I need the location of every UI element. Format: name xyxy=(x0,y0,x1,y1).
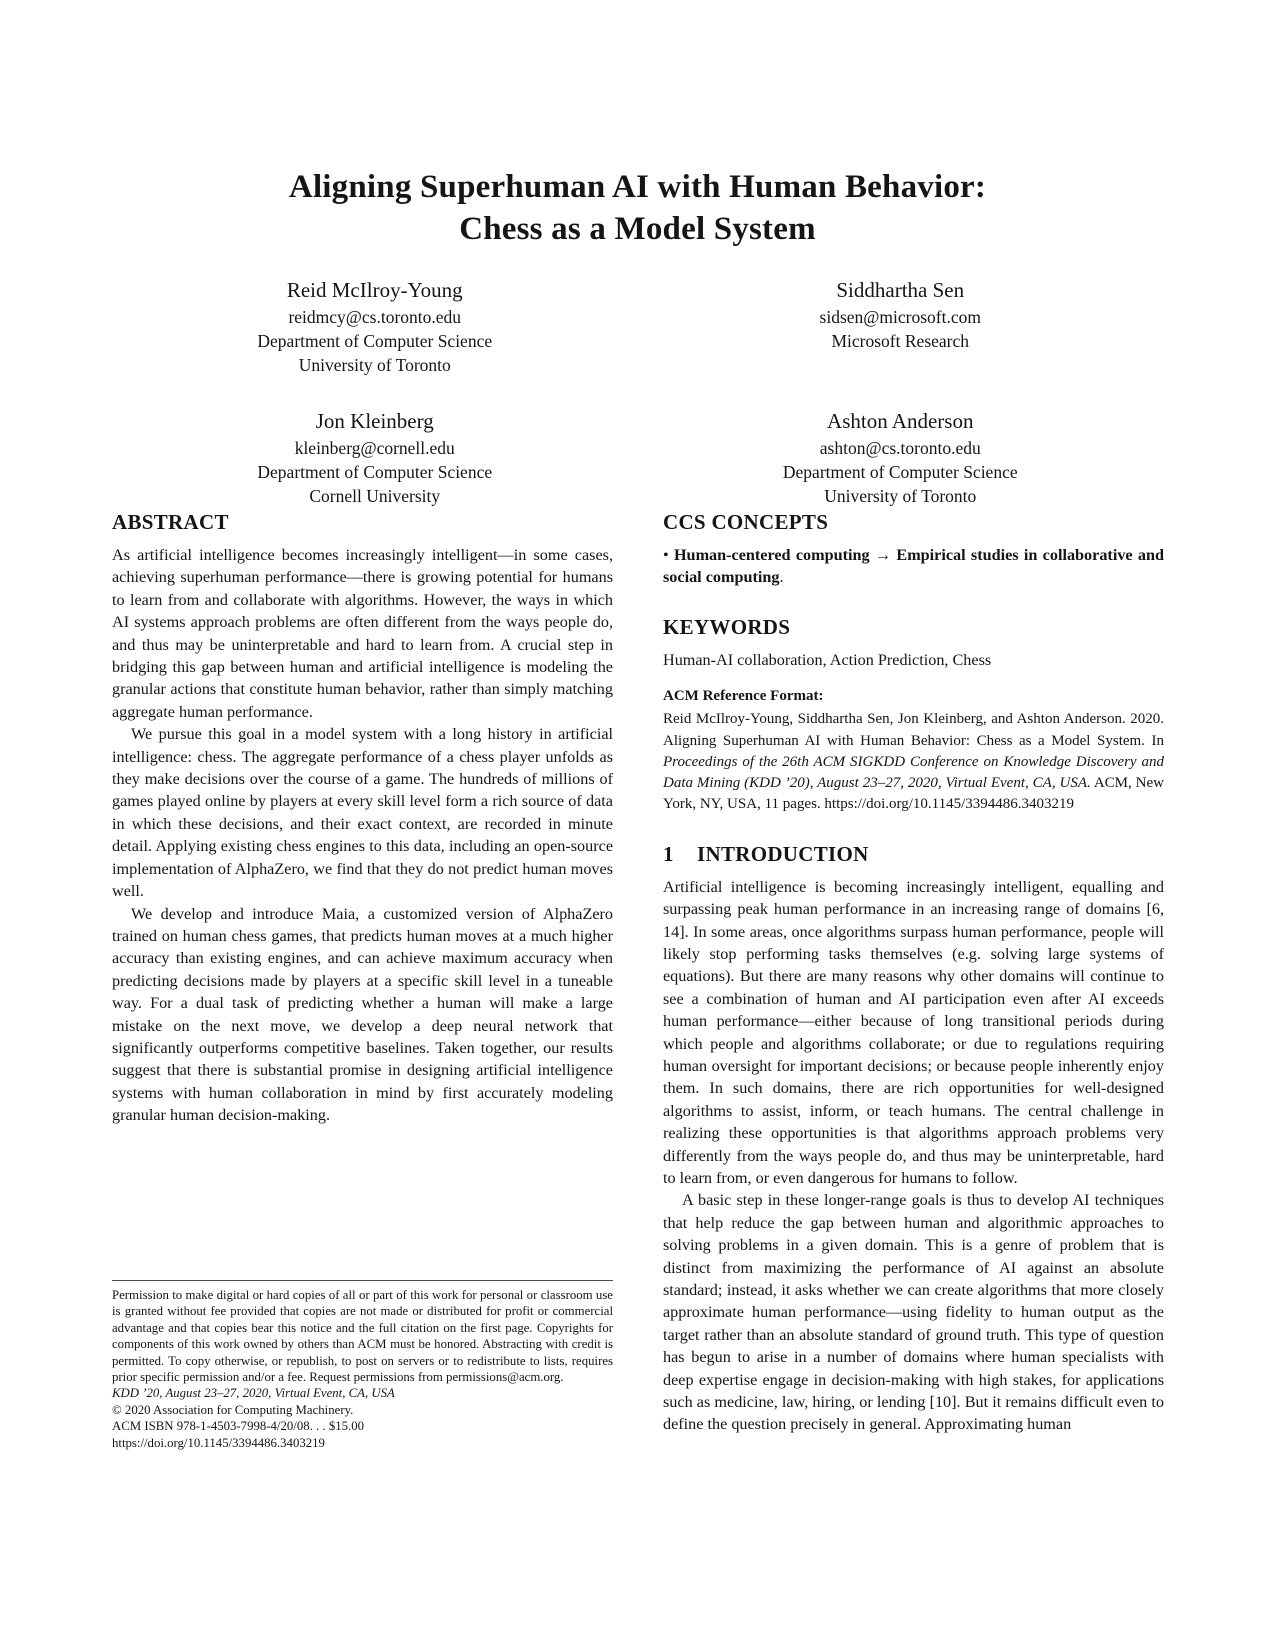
ccs-parent-concept: Human-centered computing xyxy=(673,546,870,564)
author-department: Department of Computer Science xyxy=(257,462,493,482)
acm-reference-plain2: ACM, New York, NY, USA, 11 pages. xyxy=(663,775,1164,813)
abstract-paragraph-3: We develop and introduce Maia, a customized version of AlphaZero trained on human chess games, that predicts human moves at a much higher accuracy than existing engines, and can achieve maximum accuracy when predicting decisions made by players at a specific skill level in a tuneable way. For a dual task of predicting whether a human will make a large mistake on the next move, we develop a deep neural network that significantly outperforms competitive baselines. Taken together, our results suggest that there is substantial promise in designing artificial intelligence systems with human collaboration in mind by first accurately modeling granular human decision-making. xyxy=(112,904,613,1125)
title-line2: Chess as a Model System xyxy=(459,211,816,247)
acm-reference-doi-link[interactable]: https://doi.org/10.1145/3394486.3403219 xyxy=(824,796,1075,813)
author-department: Department of Computer Science xyxy=(257,331,493,351)
author-name: Ashton Anderson xyxy=(827,409,974,433)
section-number: 1 xyxy=(663,841,674,866)
intro-paragraph-2: A basic step in these longer-range goals is thus to develop AI techniques that help reduce the gap between human and algorithmic approaches to solving problems in a given domain. This is a genre of problem that is distinct from maximizing the performance of AI against an absolute standard; instead, it asks whether we can create algorithms that more closely approximate human performance—using fidelity to human output as the target rather than an absolute standard of ground truth. This type of question has begun to arise in a number of domains where human specialists with deep expertise engage in decision-making with high stakes, for applications such as medicine, law, hiring, or lending [10]. But it remains difficult even to define the question precisely in general. Approximating human xyxy=(663,1191,1164,1434)
author-institution: University of Toronto xyxy=(298,355,451,375)
title-block xyxy=(0,166,1275,250)
left-column xyxy=(112,510,613,1127)
author-institution: Cornell University xyxy=(309,486,441,506)
footnote-block xyxy=(112,1280,613,1451)
keywords-heading: KEYWORDS xyxy=(663,614,791,639)
abstract-heading: ABSTRACT xyxy=(112,510,229,534)
ccs-concepts-text xyxy=(663,544,1164,589)
acm-reference-proceedings: Proceedings of the 26th ACM SIGKDD Conference on Knowledge Discovery and Data Mining (KDD ’20), August 23–27, 2020, Virtual Event, CA, USA. xyxy=(663,753,1164,792)
authors-block xyxy=(112,276,1163,508)
right-column xyxy=(663,510,1164,1436)
section-1-heading xyxy=(663,842,1164,866)
doi-link[interactable]: https://doi.org/10.1145/3394486.3403219 xyxy=(112,1435,325,1450)
author-email: sidsen@microsoft.com xyxy=(819,307,981,327)
ccs-bullet: • xyxy=(663,546,674,564)
ccs-period: . xyxy=(779,568,784,587)
venue-line: KDD ’20, August 23–27, 2020, Virtual Event, CA, USA xyxy=(112,1386,395,1401)
permission-notice: Permission to make digital or hard copies of all or part of this work for personal or classroom use is granted without fee provided that copies are not made or distributed for profit or commercial advantage and that copies bear this notice and the full citation on the first page. Copyrights for components of this work owned by others than ACM must be honored. Abstracting with credit is permitted. To copy otherwise, or republish, to post on servers or to redistribute to lists, requires prior specific permission and/or a fee. Request permissions from permissions@acm.org. xyxy=(112,1288,613,1385)
author-name: Reid McIlroy-Young xyxy=(286,278,463,302)
title-line1: Aligning Superhuman AI with Human Behavior: xyxy=(288,169,987,205)
author-card xyxy=(638,276,1164,377)
author-card xyxy=(112,276,638,377)
author-email: ashton@cs.toronto.edu xyxy=(819,438,981,458)
abstract-paragraph-1: As artificial intelligence becomes increasingly intelligent—in some cases, achieving superhuman performance—there is growing potential for humans to learn from and collaborate with algorithms. However, the ways in which AI systems approach problems are often different from the ways people do, and thus may be uninterpretable and hard to learn from. A crucial step in bridging this gap between human and artificial intelligence is modeling the granular actions that constitute human behavior, rather than simply matching aggregate human performance. xyxy=(112,546,613,721)
section-title: INTRODUCTION xyxy=(697,841,869,866)
footnote-rule xyxy=(112,1280,613,1281)
author-email: kleinberg@cornell.edu xyxy=(294,438,455,458)
abstract-paragraph-2: We pursue this goal in a model system with a long history in artificial intelligence: chess. The aggregate performance of a chess player unfolds as they make decisions over the course of a game. The hundreds of millions of games played online by players at every skill level form a rich source of data in which these decisions, and their exact context, are recorded in minute detail. Applying existing chess engines to this data, including an open-source implementation of AlphaZero, we find that they do not predict human moves well. xyxy=(112,725,613,901)
author-card xyxy=(638,407,1164,508)
author-email: reidmcy@cs.toronto.edu xyxy=(288,307,462,327)
ccs-arrow: → xyxy=(869,546,897,564)
ccs-child-concept: Empirical studies in collaborative and social computing xyxy=(663,546,1164,587)
isbn-line: ACM ISBN 978-1-4503-7998-4/20/08. . . $15.00 xyxy=(112,1419,365,1434)
acm-reference-heading: ACM Reference Format: xyxy=(663,688,824,705)
copyright-line: © 2020 Association for Computing Machinery. xyxy=(112,1402,354,1417)
author-institution: Microsoft Research xyxy=(831,331,970,351)
ccs-heading: CCS CONCEPTS xyxy=(663,510,829,534)
intro-paragraph-1: Artificial intelligence is becoming increasingly intelligent, equalling and surpassing peak human performance in an increasing range of domains [6, 14]. In some areas, once algorithms surpass human performance, people will likely stop performing tasks themselves (e.g. solving large systems of equations). But there are many reasons why other domains will continue to see a combination of human and AI participation even after AI exceeds human performance—either because of long transitional periods during which people and algorithms collaborate; or due to regulations requiring human oversight for important decisions; or because people inherently enjoy them. In such domains, there are rich opportunities for well-designed algorithms to assist, inform, or teach humans. The central challenge in realizing these opportunities is that algorithms approach problems very differently from the ways people do, and thus may be uninterpretable, hard to learn from, or even dangerous for humans to follow. xyxy=(663,877,1164,1187)
acm-reference-text xyxy=(663,709,1164,815)
keywords-text: Human-AI collaboration, Action Prediction, Chess xyxy=(663,650,992,669)
author-name: Jon Kleinberg xyxy=(315,409,434,433)
paper-title xyxy=(0,166,1275,250)
author-card xyxy=(112,407,638,508)
author-name: Siddhartha Sen xyxy=(836,278,965,302)
author-department: Department of Computer Science xyxy=(782,462,1018,482)
acm-reference-plain1: Reid McIlroy-Young, Siddhartha Sen, Jon Kleinberg, and Ashton Anderson. 2020. Aligning Superhuman AI with Human Behavior: Chess as a Model System. In xyxy=(663,711,1164,749)
author-institution: University of Toronto xyxy=(824,486,977,506)
